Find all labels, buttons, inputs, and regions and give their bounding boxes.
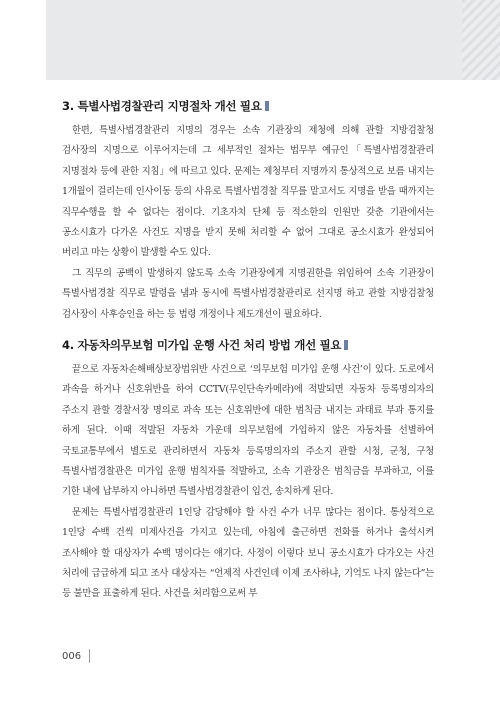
section-4-heading <box>62 337 434 353</box>
heading-accent-mark <box>265 101 269 111</box>
section-3-heading <box>62 98 434 114</box>
header-stripe-decoration <box>462 0 500 80</box>
section-3-paragraph-2: 그 직무의 공백이 발생하지 않도록 소속 기관장에게 지명권한을 위임하여 소속 기관장이 특별사법경찰 직무로 발령을 냄과 동시에 특별사법경찰관리로 선지명 하고 관할 지방검찰청 검사장이 사후승인을 하는 등 법령 개정이나 제도개선이 필요하다. <box>62 267 434 320</box>
section-4-heading-text: 4. 자동차의무보험 미가입 운행 사건 처리 방법 개선 필요 <box>62 338 342 352</box>
section-4-paragraph-1: 끝으로 자동차손해배상보장법위반 사건으로 ‘의무보험 미가입 운행 사건’이 있다. 도로에서 과속을 하거나 신호위반을 하여 CCTV(무인단속카메라)에 적발되면 자동차 등록명의자의 주소지 관할 경찰서장 명의로 과속 또는 신호위반에 대한 범칙금 내지는 과태료 부과 통지를 하게 된다. 이때 적발된 자동차 가운데 의무보험에 가입하지 않은 자동차를 선별하여 국토교통부에서 별도로 관리하면서 자동차 등록명의자의 주소지 관할 시청, 군청, 구청 특별사법경찰관은 미가입 운행 범칙자를 적발하고, 소속 기관장은 범칙금을 부과하고, 이를 기한 내에 납부하지 아니하면 특별사법경찰관이 입건, 송치하게 된다. <box>62 364 434 498</box>
section-3-heading-text: 3. 특별사법경찰관리 지명절차 개선 필요 <box>62 99 262 113</box>
section-3 <box>62 98 434 325</box>
page-number-divider <box>89 649 90 663</box>
header-band <box>46 0 500 80</box>
heading-accent-mark <box>344 340 348 350</box>
section-3-paragraph-1: 한편, 특별사법경찰관리 지명의 경우는 소속 기관장의 제청에 의해 관할 지방검찰청 검사장의 지명으로 이루어지는데 그 세부적인 절차는 법무부 예규인「특별사법경찰관리 지명절차 등에 관한 지침」에 따르고 있다. 문제는 제청부터 지명까지 통상적으로 보름 내지는 1개월이 걸리는데 인사이동 등의 사유로 특별사법경찰 직무를 맡고서도 지명을 받을 때까지는 직무수행을 할 수 없다는 점이다. 기초자치 단체 등 적소한의 인원만 갖춘 기관에서는 공소시효가 다가온 사건도 지명을 받지 못해 처리할 수 없어 그대로 공소시효가 완성되어 버리고 마는 상황이 발생할 수도 있다. <box>62 125 434 259</box>
page-number: 006 <box>62 651 82 662</box>
section-4-paragraph-2: 문제는 특별사법경찰관리 1인당 감당해야 할 사건 수가 너무 많다는 점이다. 통상적으로 1인당 수백 건씩 미제사건을 가지고 있는데, 아침에 출근하면 전화를 하거나 출석시켜 조사해야 할 대상자가 수백 명이다는 얘기다. 사정이 이렇다 보니 공소시효가 다가오는 사건 처리에 급급하게 되고 조사 대상자는 “언제적 사건인데 이제 조사하냐, 기억도 나지 않는다”는 등 불만을 표출하게 된다. 사건을 처리함으로써 부 <box>62 506 434 600</box>
section-4 <box>62 337 434 605</box>
